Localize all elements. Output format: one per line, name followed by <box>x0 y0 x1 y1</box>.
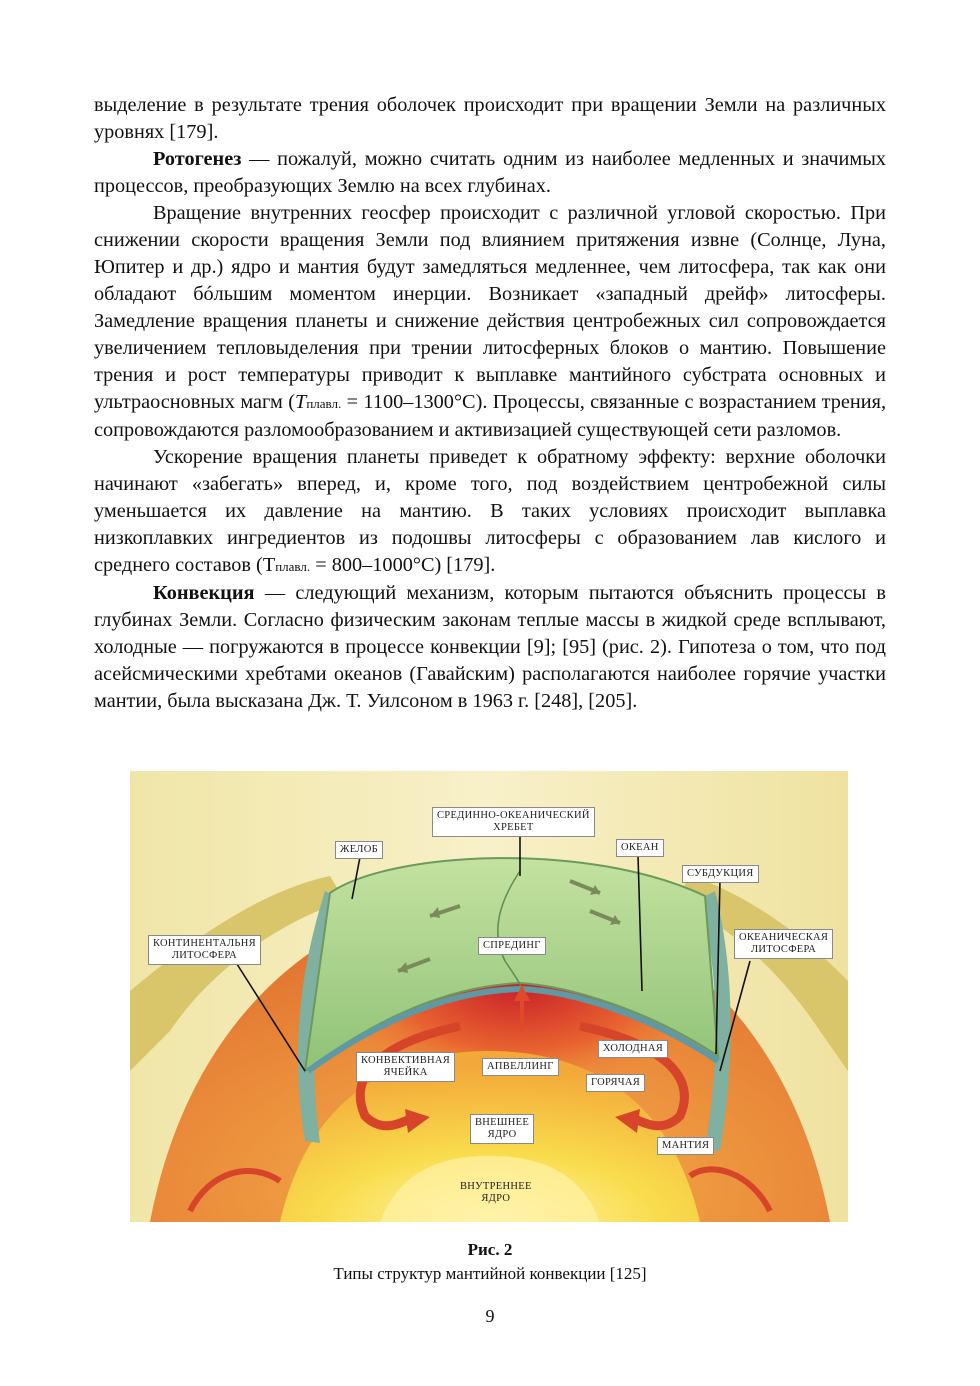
paragraph-acceleration-text: Ускорение вращения планеты приведет к обратному эффекту: верхние оболочки начинают «забегать» вперед, и, кроме того, под воздействием центробежной силы уменьшается их давление на мантию. В таких условиях происходит выплавка низкоплавких ингредиентов из подошвы литосферы с образованием лав кислого и среднего составов (Т <box>94 446 886 576</box>
label-oceanic-lithosphere: ОКЕАНИЧЕСКАЯ ЛИТОСФЕРА <box>734 929 833 959</box>
paragraph-convection-text: — следующий механизм, которым пытаются объяснить процессы в глубинах Земли. Согласно физическим законам теплые массы в жидкой среде всплывают, холодные — погружаются в процессе конвекции [9]; [95] (рис. 2). Гипотеза о том, что под асейсмическими хребтами океанов (Гавайским) располагаются наиболее горячие участки мантии, была высказана Дж. Т. Уилсоном в 1963 г. [248], [205]. <box>94 582 886 712</box>
page-number: 9 <box>485 1306 495 1326</box>
label-convective-cell: КОНВЕКТИВНАЯ ЯЧЕЙКА <box>356 1052 455 1082</box>
temp-subscript-2: плавл. <box>275 559 311 574</box>
label-inner-core: ВНУТРЕННЕЕ ЯДРО <box>460 1181 532 1204</box>
paragraph-acceleration <box>94 444 886 580</box>
label-continental-lithosphere: КОНТИНЕНТАЛЬНЯ ЛИТОСФЕРА <box>148 935 261 965</box>
paragraph-rotogenesis <box>94 146 886 200</box>
label-trench: ЖЕЛОБ <box>335 841 383 859</box>
paragraph-rotation-tail: = 1100–1300°C). Процессы, связанные с возрастанием трения, сопровождаются разломообразованием и активизацией существующей сети разломов. <box>94 391 887 441</box>
body-text <box>94 92 886 715</box>
label-ocean: ОКЕАН <box>616 839 664 857</box>
convection-diagram <box>130 771 848 1222</box>
label-hot: ГОРЯЧАЯ <box>586 1074 645 1092</box>
term-convection: Конвекция <box>153 582 255 604</box>
convection-figure <box>130 771 848 1222</box>
label-subduction: СУБДУКЦИЯ <box>682 865 759 883</box>
label-outer-core: ВНЕШНЕЕ ЯДРО <box>470 1114 534 1144</box>
label-upwelling: АПВЕЛЛИНГ <box>482 1058 559 1076</box>
paragraph-acceleration-tail: = 800–1000°С) [179]. <box>310 554 496 576</box>
label-ridge: СРЕДИННО-ОКЕАНИЧЕСКИЙ ХРЕБЕТ <box>432 807 595 837</box>
paragraph-rotogenesis-text: — пожалуй, можно считать одним из наиболее медленных и значимых процессов, преобразующих Землю на всех глубинах. <box>94 148 886 197</box>
label-spreading: СПРЕДИНГ <box>478 937 546 955</box>
label-mantle: МАНТИЯ <box>657 1137 714 1155</box>
paragraph-convection <box>94 580 886 715</box>
temp-symbol: T <box>295 391 307 413</box>
figure-caption-text: Типы структур мантийной конвекции [125] <box>333 1264 647 1283</box>
paragraph-1: выделение в результате трения оболочек происходит при вращении Земли на различных уровнях [179]. <box>94 94 886 143</box>
figure-caption-title: Рис. 2 <box>467 1240 513 1259</box>
paragraph-rotation: Вращение внутренних геосфер происходит с различной угловой скоростью. При снижении скорости вращения Земли под влиянием притяжения извне (Солнце, Луна, Юпитер и др.) ядро и мантия будут замедляться медленнее, чем литосфера, так как они обладают бóльшим моментом инерции. Возникает «западный дрейф» литосферы. Замедление вращения планеты и снижение действия центробежных сил сопровождается увеличением тепловыделения при трении литосферных блоков о мантию. Повышение трения и рост температуры приводит к выплавке мантийного субстрата основных и ультраосновных магм (Tплавл. = 1100–1300°C). Процессы, связанные с возрастанием трения, сопровождаются разломообразованием и активизацией существующей сети разломов. <box>94 202 887 441</box>
label-cold: ХОЛОДНАЯ <box>598 1040 668 1058</box>
paragraph-rotation-text: Вращение внутренних геосфер происходит с различной угловой скоростью. При снижении скорости вращения Земли под влиянием притяжения извне (Солнце, Луна, Юпитер и др.) ядро и мантия будут замедляться медленнее, чем литосфера, так как они обладают бóльшим моментом инерции. Возникает «западный дрейф» литосферы. Замедление вращения планеты и снижение действия центробежных сил сопровождается увеличением тепловыделения при трении литосферных блоков о мантию. Повышение трения и рост температуры приводит к выплавке мантийного субстрата основных и ультраосновных магм <box>94 202 886 413</box>
temp-subscript: плавл. <box>306 396 342 411</box>
term-rotogenesis: Ротогенез <box>153 148 242 170</box>
